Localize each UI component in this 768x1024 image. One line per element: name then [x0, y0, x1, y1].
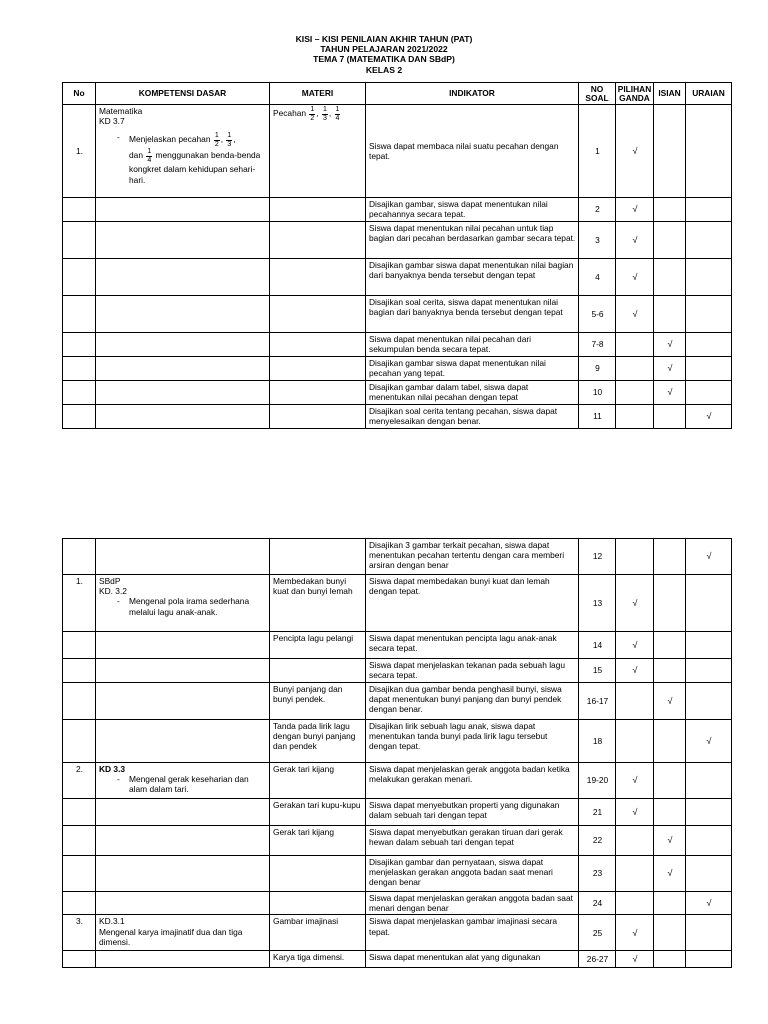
- cell-indikator: Disajikan gambar siswa dapat menentukan nilai pecahan yang tepat.: [366, 357, 579, 381]
- cell-isian: [654, 222, 686, 259]
- cell-kd: [96, 222, 270, 259]
- cell-soal: 7-8: [579, 333, 616, 357]
- cell-pg: √: [616, 915, 654, 951]
- table-row: [63, 892, 732, 915]
- cell-indikator: Disajikan soal cerita tentang pecahan, siswa dapat menyelesaikan dengan benar.: [366, 405, 579, 429]
- cell-uraian: [686, 381, 732, 405]
- cell-no: 1.: [63, 105, 96, 198]
- fraction: $\frac{1}{3}$: [227, 132, 232, 148]
- cell-materi: Gerak tari kijang: [270, 826, 366, 856]
- col-header-indikator: INDIKATOR: [366, 83, 579, 105]
- col-header-kd: KOMPETENSI DASAR: [96, 83, 270, 105]
- cell-no: [63, 222, 96, 259]
- cell-indikator: Siswa dapat menentukan nilai pecahan untuk tiap bagian dari pecahan berdasarkan gambar secara tepat.: [366, 222, 579, 259]
- cell-indikator: Siswa dapat menjelaskan gerakan anggota badan saat menari dengan benar: [366, 892, 579, 915]
- cell-kd: [96, 259, 270, 296]
- cell-kd: [96, 539, 270, 575]
- cell-uraian: [686, 683, 732, 720]
- fraction: $\frac{1}{3}$: [322, 106, 327, 122]
- cell-uraian: √: [686, 405, 732, 429]
- cell-pg: √: [616, 763, 654, 799]
- cell-no: [63, 539, 96, 575]
- cell-uraian: [686, 222, 732, 259]
- cell-indikator: Disajikan gambar siswa dapat menentukan nilai bagian dari banyaknya benda tersebut dengan tepat: [366, 259, 579, 296]
- cell-isian: √: [654, 826, 686, 856]
- cell-materi: Karya tiga dimensi.: [270, 951, 366, 968]
- cell-no: [63, 826, 96, 856]
- cell-materi: Gerak tari kijang: [270, 763, 366, 799]
- cell-pg: [616, 333, 654, 357]
- cell-pg: √: [616, 951, 654, 968]
- cell-materi: Gambar imajinasi: [270, 915, 366, 951]
- cell-soal: 23: [579, 856, 616, 892]
- table-row: [63, 405, 732, 429]
- fraction: $\frac{1}{2}$: [214, 132, 219, 148]
- cell-isian: √: [654, 856, 686, 892]
- cell-pg: [616, 892, 654, 915]
- cell-indikator: Siswa dapat menjelaskan gerak anggota badan ketika melakukan gerakan menari.: [366, 763, 579, 799]
- cell-materi: [270, 659, 366, 683]
- cell-pg: [616, 405, 654, 429]
- cell-soal: 4: [579, 259, 616, 296]
- cell-no: [63, 799, 96, 826]
- cell-uraian: [686, 333, 732, 357]
- cell-isian: [654, 799, 686, 826]
- col-header-isian: ISIAN: [654, 83, 686, 105]
- cell-soal: 19-20: [579, 763, 616, 799]
- table-row: [63, 381, 732, 405]
- cell-indikator: Disajikan gambar, siswa dapat menentukan nilai pecahannya secara tepat.: [366, 198, 579, 222]
- cell-materi: [270, 222, 366, 259]
- cell-indikator: Siswa dapat menyebutkan properti yang digunakan dalam sebuah tari dengan tepat: [366, 799, 579, 826]
- cell-soal: 26-27: [579, 951, 616, 968]
- cell-indikator: Siswa dapat membedakan bunyi kuat dan lemah dengan tepat.: [366, 575, 579, 632]
- cell-soal: 14: [579, 632, 616, 659]
- cell-isian: [654, 105, 686, 198]
- cell-pg: [616, 720, 654, 763]
- cell-materi: [270, 357, 366, 381]
- cell-no: [63, 720, 96, 763]
- table-row: [63, 951, 732, 968]
- cell-soal: 18: [579, 720, 616, 763]
- cell-no: [63, 357, 96, 381]
- cell-kd: [96, 405, 270, 429]
- table-row: [63, 632, 732, 659]
- cell-indikator: Disajikan soal cerita, siswa dapat menentukan nilai bagian dari banyaknya benda tersebut dengan tepat: [366, 296, 579, 333]
- cell-isian: [654, 296, 686, 333]
- kd-text: Mengenal gerak keseharian dan alam dalam tari.: [129, 774, 249, 795]
- cell-pg: √: [616, 575, 654, 632]
- table-row: [63, 799, 732, 826]
- cell-soal: 3: [579, 222, 616, 259]
- cell-no: [63, 683, 96, 720]
- cell-isian: [654, 720, 686, 763]
- table-row: [63, 575, 732, 632]
- cell-isian: √: [654, 381, 686, 405]
- cell-pg: √: [616, 222, 654, 259]
- cell-materi: [270, 892, 366, 915]
- cell-no: 2.: [63, 763, 96, 799]
- cell-pg: [616, 357, 654, 381]
- kd-code: KD 3.3: [99, 764, 126, 774]
- cell-kd: Matematika KD 3.7 - Menjelaskan pecahan $\frac{1}{2}$ , $\frac{1}{3}$ , dan $\frac{1}{4}$ menggunakan benda-benda kongkret dalam kehidupan sehari-hari.: [96, 105, 270, 198]
- cell-indikator: Siswa dapat menentukan alat yang digunakan: [366, 951, 579, 968]
- cell-pg: [616, 826, 654, 856]
- kd-dash: -: [117, 774, 120, 785]
- cell-isian: [654, 259, 686, 296]
- cell-indikator: Disajikan 3 gambar terkait pecahan, siswa dapat menentukan pecahan tertentu dengan cara memberi arsiran dengan benar: [366, 539, 579, 575]
- cell-no: [63, 951, 96, 968]
- cell-indikator: Siswa dapat menyebutkan gerakan tiruan dari gerak hewan dalam sebuah tari dengan tepat: [366, 826, 579, 856]
- cell-soal: 15: [579, 659, 616, 683]
- grid-table-1: [62, 82, 732, 429]
- cell-no: [63, 892, 96, 915]
- cell-soal: 22: [579, 826, 616, 856]
- cell-kd: [96, 951, 270, 968]
- cell-materi: Pecahan $\frac{1}{2}$ , $\frac{1}{3}$ , $\frac{1}{4}$: [270, 105, 366, 198]
- cell-no: [63, 198, 96, 222]
- cell-isian: [654, 763, 686, 799]
- cell-uraian: [686, 799, 732, 826]
- table-row: [63, 296, 732, 333]
- table-row: [63, 720, 732, 763]
- cell-no: [63, 659, 96, 683]
- cell-kd: [96, 357, 270, 381]
- document-header: [0, 34, 768, 75]
- cell-uraian: [686, 296, 732, 333]
- kd-code: KD.3.1: [99, 916, 125, 927]
- cell-materi: [270, 259, 366, 296]
- header-theme: TEMA 7 (MATEMATIKA DAN SBdP): [313, 54, 455, 65]
- cell-pg: [616, 856, 654, 892]
- col-header-materi: MATERI: [270, 83, 366, 105]
- cell-uraian: √: [686, 720, 732, 763]
- cell-isian: [654, 659, 686, 683]
- grid-table-2: [62, 538, 732, 968]
- cell-indikator: Siswa dapat menjelaskan gambar imajinasi secara tepat.: [366, 915, 579, 951]
- fraction: $\frac{1}{4}$: [147, 148, 152, 164]
- cell-kd: [96, 333, 270, 357]
- cell-kd: [96, 381, 270, 405]
- header-title: KISI – KISI PENILAIAN AKHIR TAHUN (PAT): [295, 34, 473, 44]
- kd-code: SBdP: [99, 576, 121, 586]
- cell-pg: √: [616, 632, 654, 659]
- cell-materi: [270, 296, 366, 333]
- cell-pg: √: [616, 198, 654, 222]
- cell-uraian: [686, 357, 732, 381]
- cell-uraian: [686, 951, 732, 968]
- table-row: [63, 333, 732, 357]
- cell-uraian: [686, 826, 732, 856]
- cell-materi: [270, 381, 366, 405]
- cell-uraian: [686, 259, 732, 296]
- cell-soal: 24: [579, 892, 616, 915]
- cell-isian: [654, 405, 686, 429]
- fraction: $\frac{1}{2}$: [310, 106, 315, 122]
- cell-uraian: [686, 856, 732, 892]
- cell-uraian: [686, 659, 732, 683]
- cell-kd: [96, 720, 270, 763]
- cell-pg: [616, 381, 654, 405]
- header-class: KELAS 2: [365, 64, 403, 75]
- cell-isian: [654, 198, 686, 222]
- cell-isian: √: [654, 683, 686, 720]
- cell-uraian: √: [686, 892, 732, 915]
- cell-pg: [616, 539, 654, 575]
- cell-soal: 2: [579, 198, 616, 222]
- cell-kd: [96, 763, 270, 799]
- kd-dash: -: [117, 596, 120, 607]
- table-row: [63, 856, 732, 892]
- cell-soal: 16-17: [579, 683, 616, 720]
- cell-isian: [654, 892, 686, 915]
- cell-uraian: [686, 575, 732, 632]
- cell-kd: [96, 683, 270, 720]
- table-row: [63, 539, 732, 575]
- cell-kd: [96, 826, 270, 856]
- cell-pg: √: [616, 296, 654, 333]
- kd-description: [99, 927, 267, 947]
- cell-indikator: Siswa dapat membaca nilai suatu pecahan dengan tepat.: [366, 105, 579, 198]
- kd-text: Mengenal karya imajinatif dua dan tiga dimensi.: [99, 926, 243, 947]
- table-row: [63, 198, 732, 222]
- cell-soal: 1: [579, 105, 616, 198]
- cell-isian: [654, 915, 686, 951]
- cell-materi: [270, 333, 366, 357]
- cell-soal: 13: [579, 575, 616, 632]
- col-header-pg: PILIHAN GANDA: [616, 83, 654, 105]
- cell-isian: √: [654, 357, 686, 381]
- cell-materi: Pencipta lagu pelangi: [270, 632, 366, 659]
- cell-kd: [96, 915, 270, 951]
- cell-materi: Membedakan bunyi kuat dan bunyi lemah: [270, 575, 366, 632]
- cell-uraian: √: [686, 539, 732, 575]
- cell-kd: [96, 892, 270, 915]
- cell-isian: [654, 539, 686, 575]
- cell-materi: Bunyi panjang dan bunyi pendek.: [270, 683, 366, 720]
- cell-no: [63, 296, 96, 333]
- cell-pg: √: [616, 659, 654, 683]
- cell-pg: √: [616, 105, 654, 198]
- col-header-uraian: URAIAN: [686, 83, 732, 105]
- table-row: [63, 683, 732, 720]
- cell-indikator: Disajikan lirik sebuah lagu anak, siswa dapat menentukan tanda bunyi pada lirik lagu tersebut dengan tepat.: [366, 720, 579, 763]
- table-row: [63, 826, 732, 856]
- cell-soal: 10: [579, 381, 616, 405]
- cell-kd: [96, 659, 270, 683]
- cell-isian: [654, 951, 686, 968]
- cell-materi: [270, 539, 366, 575]
- cell-no: [63, 381, 96, 405]
- table-row: [63, 659, 732, 683]
- cell-no: [63, 405, 96, 429]
- cell-no: [63, 333, 96, 357]
- cell-pg: √: [616, 259, 654, 296]
- cell-soal: 5-6: [579, 296, 616, 333]
- table-header-row: [63, 83, 732, 105]
- header-year: TAHUN PELAJARAN 2021/2022: [320, 44, 448, 55]
- cell-kd: [96, 198, 270, 222]
- cell-soal: 21: [579, 799, 616, 826]
- cell-uraian: [686, 105, 732, 198]
- cell-indikator: Siswa dapat menentukan nilai pecahan dari sekumpulan benda secara tepat.: [366, 333, 579, 357]
- table-row: [63, 763, 732, 799]
- cell-no: 3.: [63, 915, 96, 951]
- cell-uraian: [686, 632, 732, 659]
- table-row: [63, 222, 732, 259]
- table-row: [63, 259, 732, 296]
- cell-soal: 12: [579, 539, 616, 575]
- cell-kd: [96, 296, 270, 333]
- cell-materi: [270, 198, 366, 222]
- cell-materi: Gerakan tari kupu-kupu: [270, 799, 366, 826]
- cell-soal: 25: [579, 915, 616, 951]
- cell-uraian: [686, 915, 732, 951]
- cell-kd: [96, 632, 270, 659]
- cell-indikator: Disajikan gambar dan pernyataan, siswa dapat menjelaskan gerakan anggota badan saat menari dengan benar: [366, 856, 579, 892]
- cell-uraian: [686, 763, 732, 799]
- cell-uraian: [686, 198, 732, 222]
- cell-kd: [96, 856, 270, 892]
- cell-indikator: Disajikan gambar dalam tabel, siswa dapat menentukan nilai pecahan dengan tepat: [366, 381, 579, 405]
- cell-isian: [654, 632, 686, 659]
- fraction: $\frac{1}{4}$: [335, 106, 340, 122]
- cell-no: [63, 856, 96, 892]
- col-header-soal: NO SOAL: [579, 83, 616, 105]
- cell-no: 1.: [63, 575, 96, 632]
- cell-materi: Tanda pada lirik lagu dengan bunyi panjang dan pendek: [270, 720, 366, 763]
- cell-isian: √: [654, 333, 686, 357]
- kd-text: Mengenal pola irama sederhana melalui lagu anak-anak.: [129, 596, 250, 617]
- col-header-no: No: [63, 83, 96, 105]
- kd-subcode: KD. 3.2: [99, 586, 127, 597]
- cell-no: [63, 259, 96, 296]
- kd-description: [99, 774, 267, 794]
- cell-kd: [96, 799, 270, 826]
- cell-no: [63, 632, 96, 659]
- cell-isian: [654, 575, 686, 632]
- cell-pg: √: [616, 799, 654, 826]
- cell-indikator: Siswa dapat menjelaskan tekanan pada sebuah lagu secara tepat.: [366, 659, 579, 683]
- table-row: [63, 357, 732, 381]
- cell-materi: [270, 856, 366, 892]
- table-row: [63, 915, 732, 951]
- cell-indikator: Disajikan dua gambar benda penghasil bunyi, siswa dapat menentukan bunyi panjang dan bunyi pendek dengan benar.: [366, 683, 579, 720]
- cell-soal: 9: [579, 357, 616, 381]
- kd-description: [99, 596, 267, 616]
- cell-kd: [96, 575, 270, 632]
- cell-materi: [270, 405, 366, 429]
- table-row: [63, 105, 732, 198]
- cell-soal: 11: [579, 405, 616, 429]
- cell-pg: [616, 683, 654, 720]
- cell-indikator: Siswa dapat menentukan pencipta lagu anak-anak secara tepat.: [366, 632, 579, 659]
